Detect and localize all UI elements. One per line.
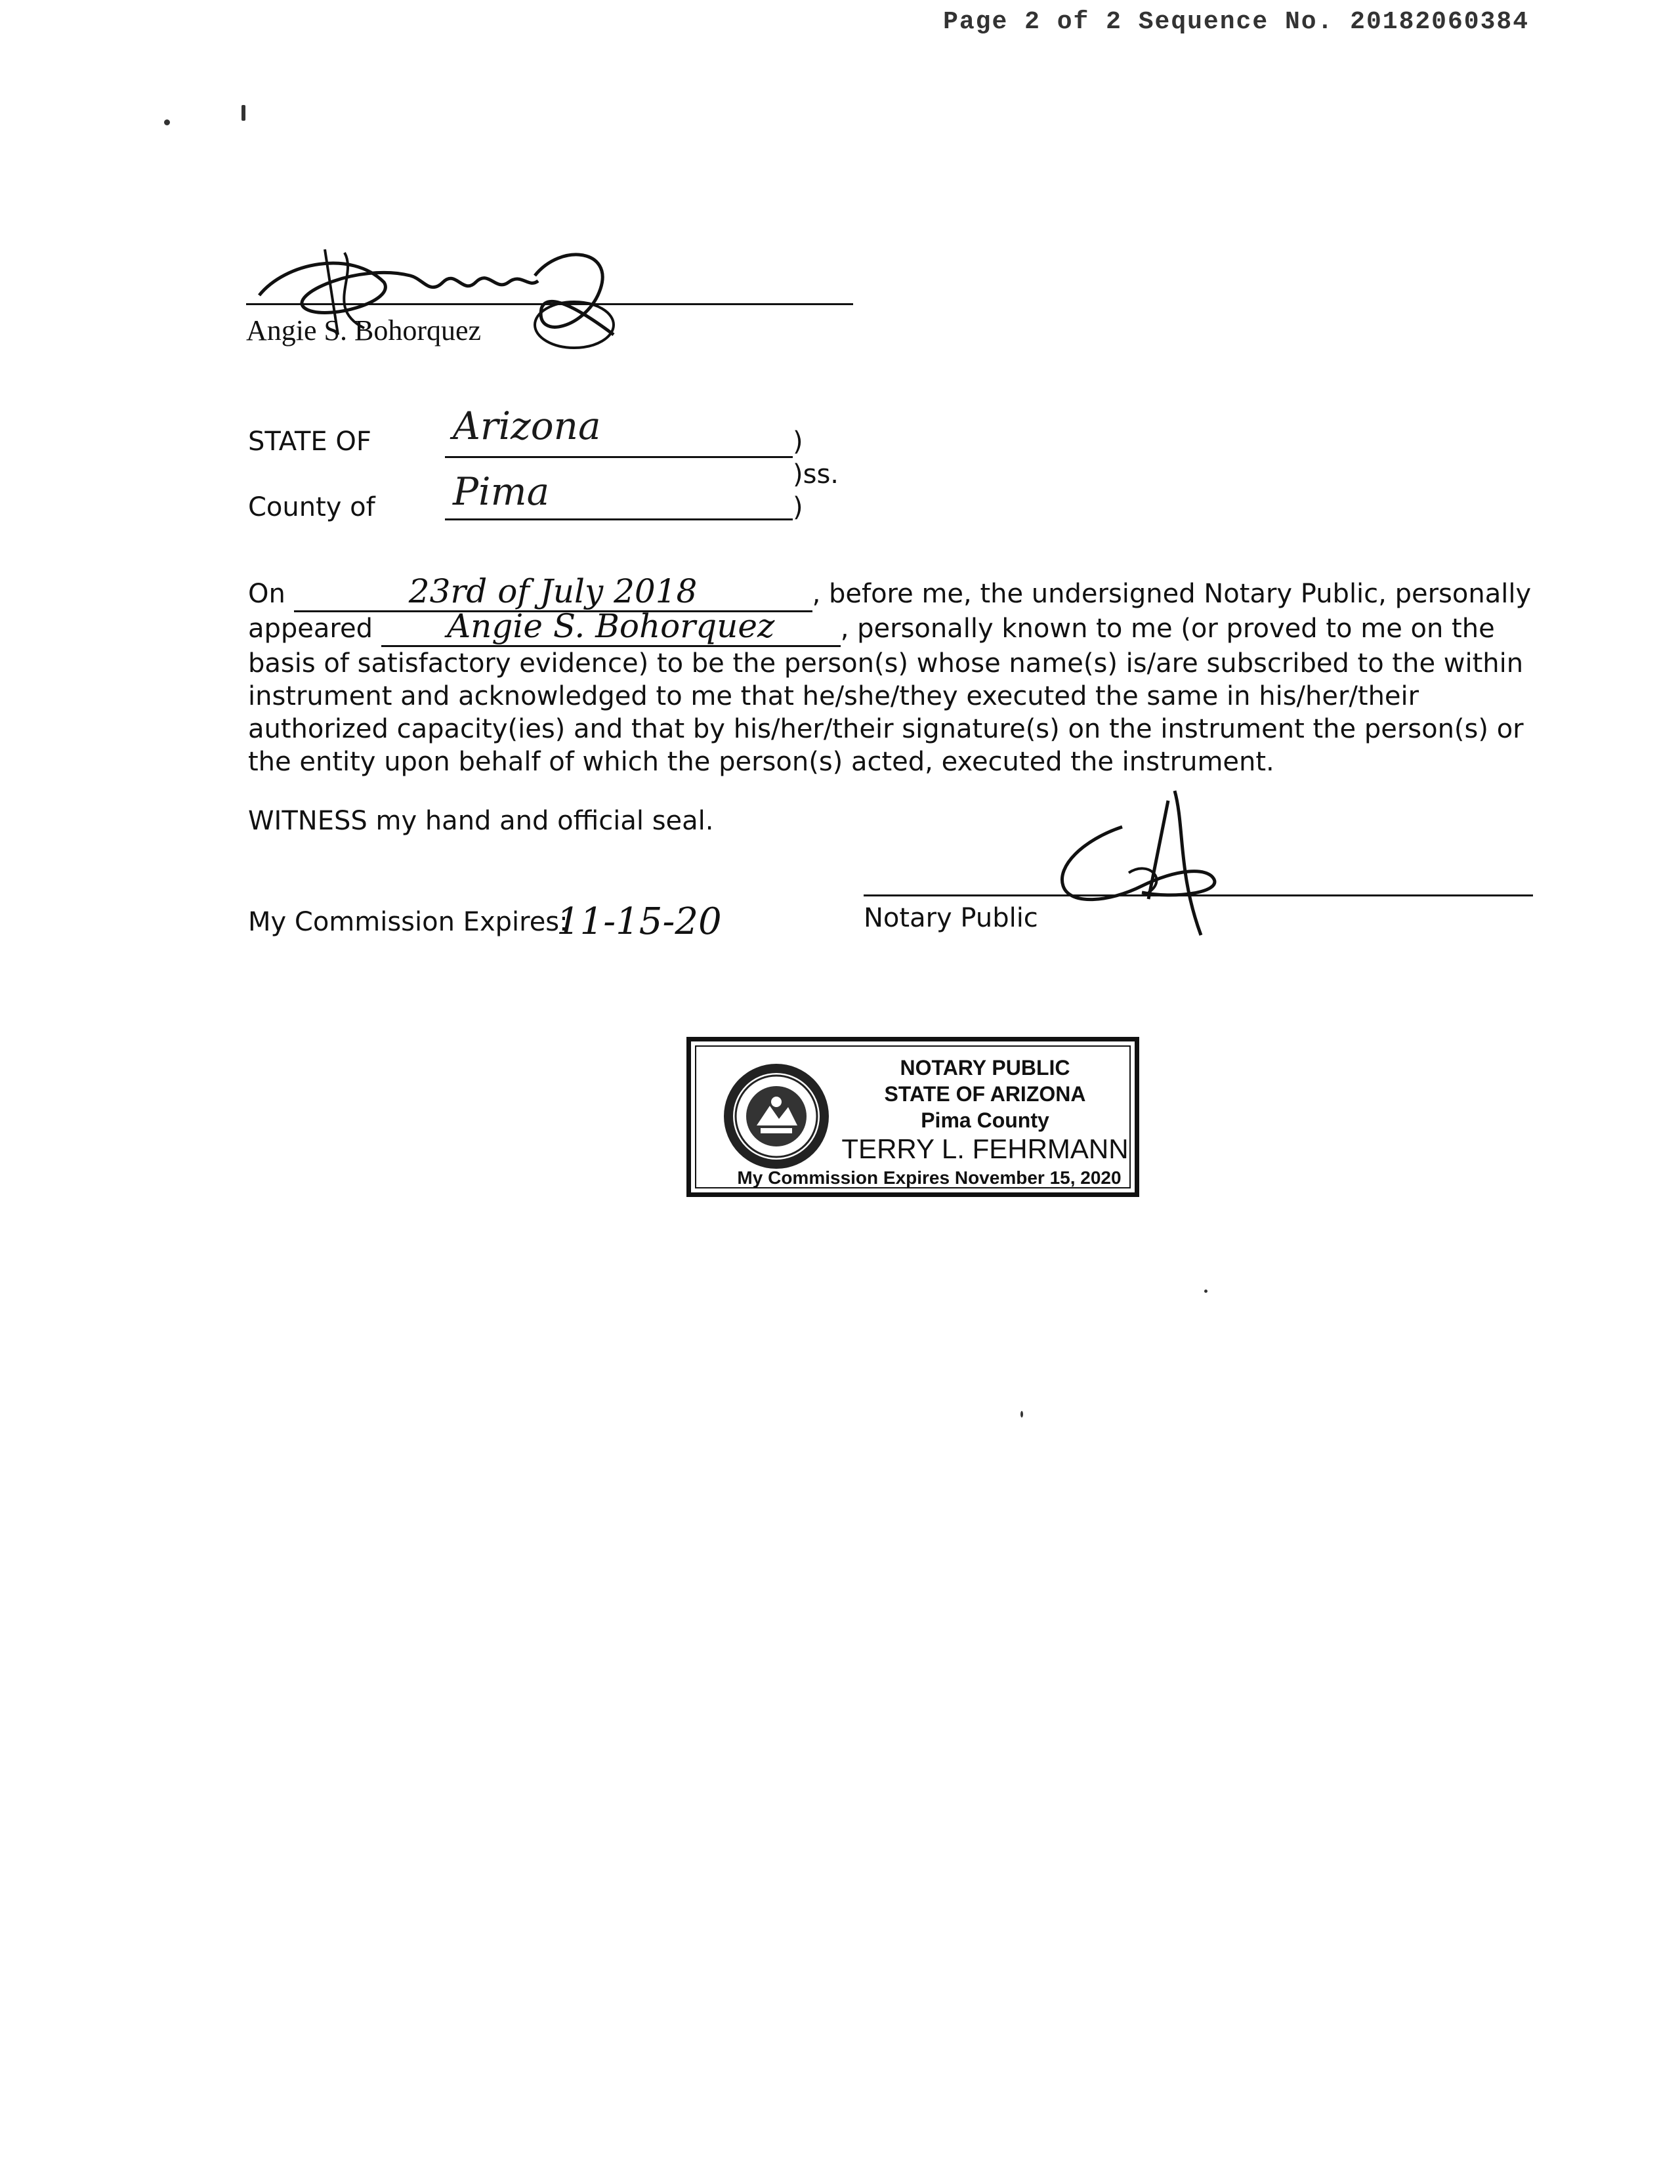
scan-speck xyxy=(242,105,245,121)
acknowledgment-body: , personally known to me (or proved to me on the basis of satisfactory evidence) to be the person(s) whose name(s) is/are subscribed to the within instrument and acknowledged to me that he/she/they executed the same in his/her/their authorized capacity(ies) and that by his/her/their signature(s) on the instrument the person(s) or the entity upon behalf of which the person(s) acted, executed the instrument. xyxy=(248,614,1524,777)
state-value: Arizona xyxy=(453,404,601,448)
ss-mark: )ss. xyxy=(793,459,839,490)
state-fill-line xyxy=(445,456,793,458)
signer-name: Angie S. Bohorquez xyxy=(246,314,482,346)
stamp-commission-expiry: My Commission Expires November 15, 2020 xyxy=(737,1167,1122,1188)
stamp-county: Pima County xyxy=(921,1108,1049,1132)
commission-expires-label: My Commission Expires: xyxy=(248,907,568,937)
witness-statement: WITNESS my hand and official seal. xyxy=(248,806,714,836)
appeared-label: appeared xyxy=(248,614,373,644)
stamp-state: STATE OF ARIZONA xyxy=(884,1082,1086,1106)
notary-stamp xyxy=(686,1037,1139,1197)
signer-signature-line xyxy=(246,303,853,305)
scan-speck xyxy=(1020,1411,1023,1418)
county-label: County of xyxy=(248,492,375,522)
before-me-text: , before me, the undersigned Notary Public, personally xyxy=(812,579,1532,609)
venue-paren: ) xyxy=(793,492,803,522)
scan-speck xyxy=(1204,1290,1208,1293)
stamp-notary-name: TERRY L. FEHRMANN xyxy=(841,1133,1129,1164)
venue-paren: ) xyxy=(793,427,803,457)
date-handwritten: 23rd of July 2018 xyxy=(408,572,698,610)
notary-signature xyxy=(1043,788,1240,938)
appeared-name-fill xyxy=(381,607,841,647)
scan-speck xyxy=(164,119,170,125)
commission-expires-value: 11-15-20 xyxy=(556,900,722,943)
page-sequence-header: Page 2 of 2 Sequence No. 20182060384 xyxy=(943,8,1529,36)
stamp-inner-border xyxy=(695,1045,1131,1188)
notary-signature-line xyxy=(864,894,1533,896)
state-label: STATE OF xyxy=(248,427,371,457)
notary-public-label: Notary Public xyxy=(864,903,1038,933)
arizona-seal-icon xyxy=(720,1060,833,1173)
county-fill-line xyxy=(445,518,793,520)
appeared-name-handwritten: Angie S. Bohorquez xyxy=(447,607,775,645)
on-label: On xyxy=(248,579,285,609)
stamp-notary-public: NOTARY PUBLIC xyxy=(900,1056,1070,1080)
county-value: Pima xyxy=(453,469,550,514)
acknowledgment-paragraph xyxy=(248,572,1534,778)
